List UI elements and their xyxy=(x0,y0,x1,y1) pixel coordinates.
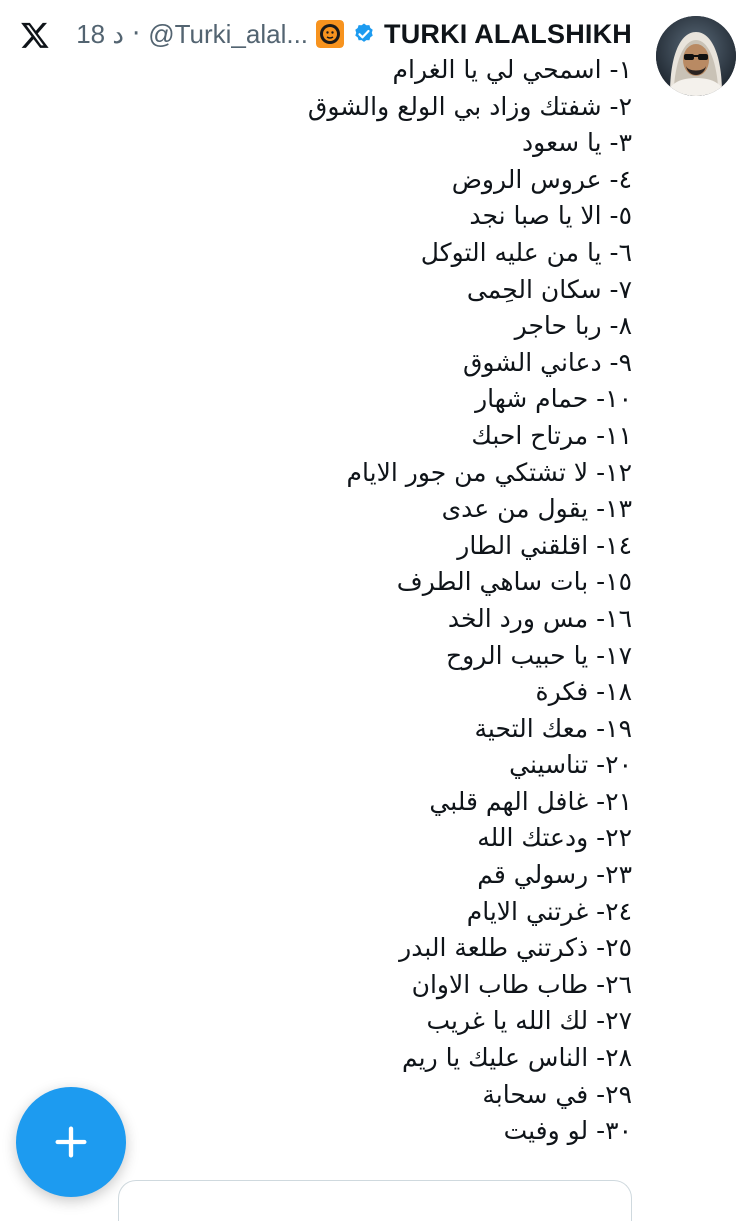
list-item: ٢٣- رسولي قم xyxy=(477,860,632,890)
list-item: ٢٩- في سحابة xyxy=(482,1079,632,1109)
compose-button[interactable] xyxy=(16,1087,126,1197)
list-item: ١٢- لا تشتكي من جور الايام xyxy=(346,457,632,487)
meta-separator: · xyxy=(131,19,141,49)
list-item: ٢٦- طاب طاب الاوان xyxy=(411,969,632,999)
list-item: ٦- يا من عليه التوكل xyxy=(420,237,632,267)
list-item: ١٩- معك التحية xyxy=(474,713,632,743)
list-item: ٢٢- ودعتك الله xyxy=(477,823,632,853)
list-item: ٢١- غافل الهم قلبي xyxy=(429,786,632,816)
list-item: ٢٤- غرتني الايام xyxy=(466,896,632,926)
list-item: ٣- يا سعود xyxy=(522,128,632,158)
list-item: ٢- شفتك وزاد بي الولع والشوق xyxy=(307,91,632,121)
list-item: ٨- ربا حاجر xyxy=(514,311,632,341)
list-item: ١٣- يقول من عدى xyxy=(441,494,632,524)
lion-badge-icon[interactable] xyxy=(316,20,344,48)
list-item: ١٥- بات ساهي الطرف xyxy=(396,567,632,597)
plus-icon xyxy=(51,1122,91,1162)
list-item: ١٤- اقلقني الطار xyxy=(457,530,632,560)
tweet-timestamp[interactable]: 18 د xyxy=(76,18,124,49)
author-display-name[interactable]: TURKI ALALSHIKH xyxy=(384,18,632,49)
list-item: ٤- عروس الروض xyxy=(451,164,632,194)
author-handle[interactable]: @Turki_alal... xyxy=(148,18,309,49)
list-item: ٣٠- لو وفيت xyxy=(503,1116,632,1146)
tweet-header xyxy=(14,14,632,54)
list-item: ٩- دعاني الشوق xyxy=(463,347,632,377)
verified-badge-icon[interactable] xyxy=(352,22,376,46)
list-item: ١٦- مس ورد الخد xyxy=(447,603,632,633)
list-item: ١٨- فكرة xyxy=(535,677,632,707)
avatar[interactable] xyxy=(656,16,736,96)
list-item: ٥- الا يا صبا نجد xyxy=(469,201,632,231)
list-item: ٧- سكان الحِمى xyxy=(466,274,632,304)
tweet-body xyxy=(132,52,632,1150)
list-item: ٢٠- تناسيني xyxy=(509,750,632,780)
x-logo-icon xyxy=(20,20,50,50)
list-item: ١١- مرتاح احبك xyxy=(471,420,632,450)
list-item: ١٧- يا حبيب الروح xyxy=(446,640,632,670)
list-item: ١- اسمحي لي يا الغرام xyxy=(392,55,632,84)
list-item: ١٠- حمام شهار xyxy=(475,384,632,414)
list-item: ٢٥- ذكرتني طلعة البدر xyxy=(399,933,632,963)
list-item: ٢٧- لك الله يا غريب xyxy=(426,1006,632,1036)
media-card-edge[interactable] xyxy=(118,1180,632,1221)
list-item: ٢٨- الناس عليك يا ريم xyxy=(402,1043,632,1073)
avatar-image xyxy=(656,16,736,96)
